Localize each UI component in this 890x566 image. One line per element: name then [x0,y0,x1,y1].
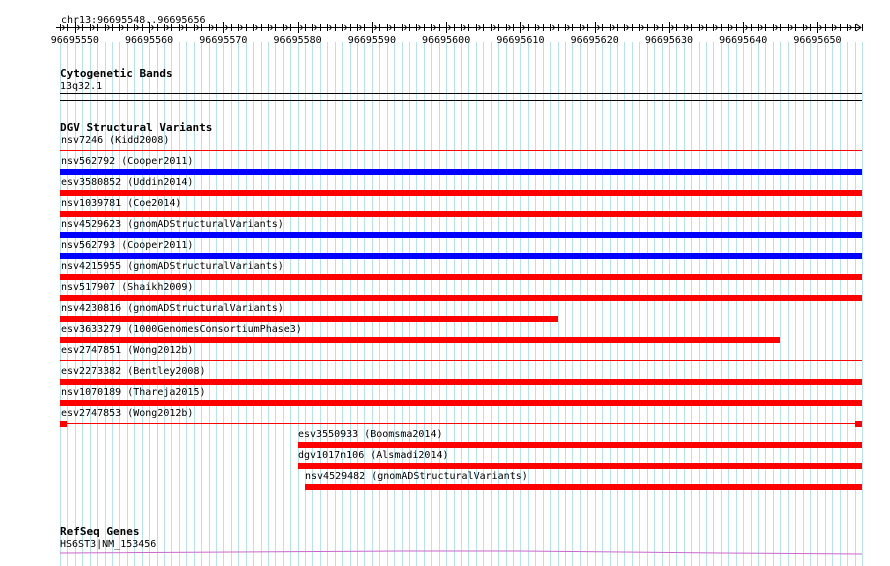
dgv-variant-label[interactable]: nsv4529623 (gnomADStructuralVariants) [61,219,284,230]
ruler-tick-label: 96695550 [50,35,99,44]
dgv-variant-label[interactable]: nsv4215955 (gnomADStructuralVariants) [61,261,284,272]
dgv-variant-label[interactable]: nsv4230816 (gnomADStructuralVariants) [61,303,284,314]
dgv-variant-label[interactable]: nsv7246 (Kidd2008) [61,135,170,146]
cytoband-track-title[interactable]: Cytogenetic Bands [60,67,173,80]
dgv-variant-label[interactable]: esv2747853 (Wong2012b) [61,408,194,419]
dgv-variant-bar[interactable] [60,190,862,196]
region-label: chr13:96695548..96695656 [61,15,206,26]
ruler-tick-label: 96695610 [496,35,545,44]
dgv-variant-block[interactable] [855,421,862,427]
dgv-variant-bar[interactable] [60,316,558,322]
refseq-gene-label[interactable]: HS6ST3|NM_153456 [60,539,157,550]
dgv-variant-label[interactable]: nsv1039781 (Coe2014) [61,198,182,209]
dgv-variant-bar[interactable] [60,274,862,280]
dgv-variant-bar[interactable] [60,337,780,343]
ruler-tick-label: 96695570 [199,35,248,44]
refseq-gene-feature[interactable] [0,546,890,558]
dgv-variant-bar[interactable] [60,169,862,175]
dgv-variant-label[interactable]: nsv517907 (Shaikh2009) [61,282,194,293]
dgv-track-title[interactable]: DGV Structural Variants [60,121,213,134]
ruler-tick-label: 96695580 [273,35,322,44]
dgv-variant-label[interactable]: esv3550933 (Boomsma2014) [298,429,443,440]
dgv-variant-label[interactable]: nsv562792 (Cooper2011) [61,156,194,167]
ruler-tick-label: 96695560 [125,35,174,44]
dgv-variant-bar[interactable] [60,295,862,301]
dgv-variant-line[interactable] [60,360,862,361]
track-separator [60,100,862,101]
ruler-tick-label: 96695630 [644,35,694,44]
ruler-tick-label: 96695650 [793,35,842,44]
dgv-variant-bar[interactable] [60,400,862,406]
dgv-variant-label[interactable]: esv2747851 (Wong2012b) [61,345,194,356]
dgv-variant-bar[interactable] [298,442,862,448]
dgv-variant-line[interactable] [60,150,862,151]
refseq-track-title[interactable]: RefSeq Genes [60,525,140,538]
dgv-variant-label[interactable]: nsv1070189 (Thareja2015) [61,387,206,398]
ruler-tick-label: 96695590 [347,35,396,44]
cytoband-label: 13q32.1 [60,81,103,92]
dgv-variant-bar[interactable] [298,463,862,469]
ruler[interactable] [0,22,890,44]
dgv-variant-label[interactable]: esv3633279 (1000GenomesConsortiumPhase3) [61,324,302,335]
dgv-variant-bar[interactable] [60,232,862,238]
ruler-tick-label: 96695640 [719,35,768,44]
dgv-variant-bar[interactable] [60,253,862,259]
dgv-variant-label[interactable]: dgv1017n106 (Alsmadi2014) [298,450,449,461]
dgv-variant-bar[interactable] [60,211,862,217]
dgv-variant-bar[interactable] [60,379,862,385]
dgv-variant-block[interactable] [60,421,67,427]
dgv-variant-label[interactable]: nsv4529482 (gnomADStructuralVariants) [305,471,528,482]
dgv-variant-label[interactable]: esv3580852 (Uddin2014) [61,177,194,188]
dgv-variant-label[interactable]: nsv562793 (Cooper2011) [61,240,194,251]
cytoband-line[interactable] [60,93,862,94]
ruler-tick-label: 96695620 [570,35,619,44]
dgv-variant-bar[interactable] [305,484,862,490]
dgv-variant-label[interactable]: esv2273382 (Bentley2008) [61,366,206,377]
dgv-variant-line[interactable] [60,423,862,424]
ruler-tick-label: 96695600 [422,35,471,44]
